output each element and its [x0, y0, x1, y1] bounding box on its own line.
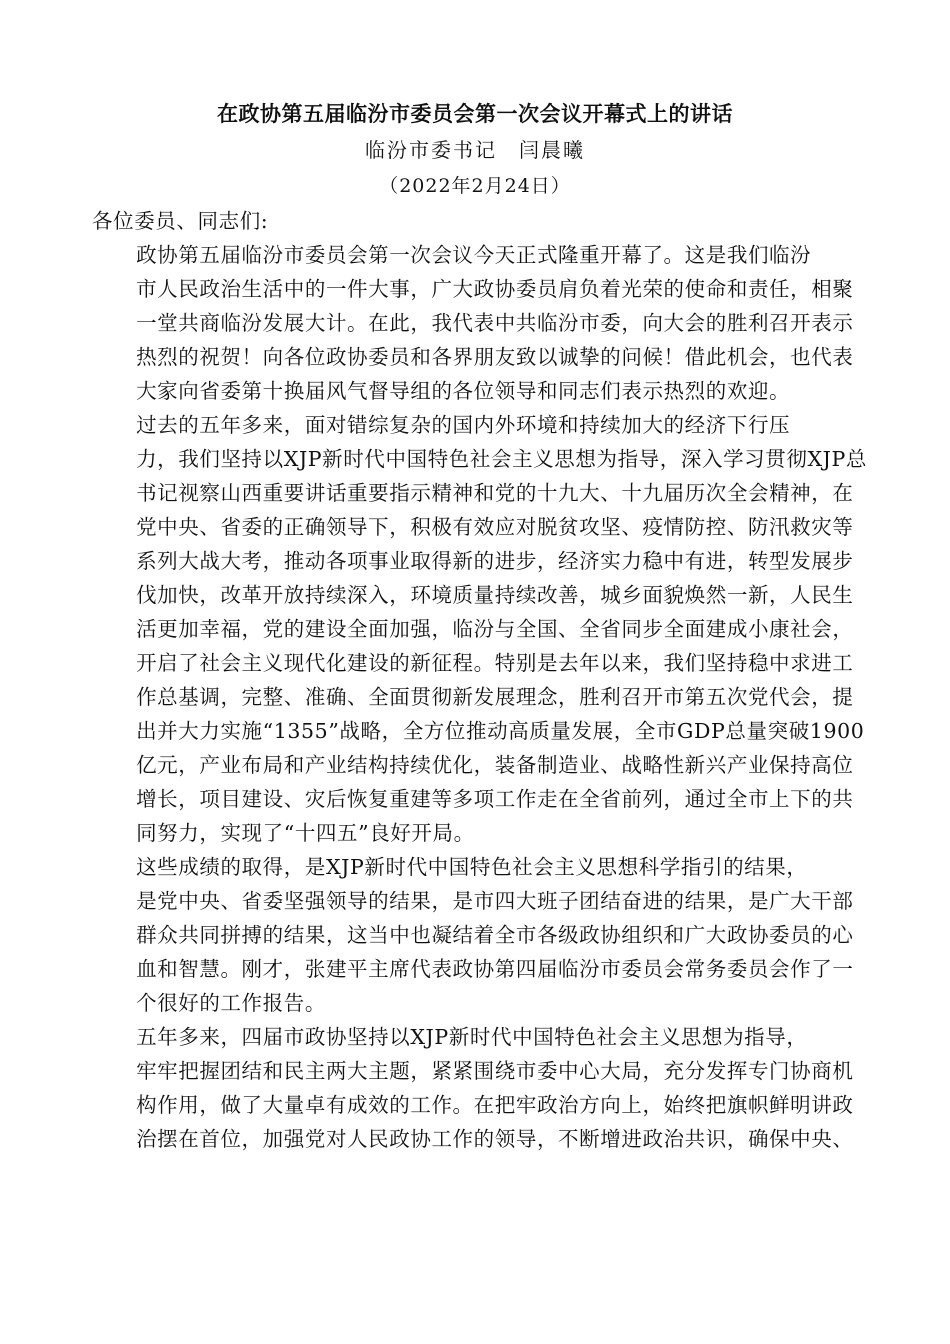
paragraph-4 [92, 1020, 862, 1156]
text-line: 党中央、省委的正确领导下，积极有效应对脱贫攻坚、疫情防控、防汛救灾等 [136, 515, 854, 539]
text-line: 亿元，产业布局和产业结构持续优化，装备制造业、战略性新兴产业保持高位 [136, 753, 854, 777]
document-title: 在政协第五届临汾市委员会第一次会议开幕式上的讲话 [217, 101, 733, 126]
text-line: 伐加快，改革开放持续深入，环境质量持续改善，城乡面貌焕然一新，人民生 [136, 583, 854, 607]
salutation: 各位委员、同志们: [92, 209, 269, 233]
paragraph-1 [92, 238, 862, 408]
text-line: 政协第五届临汾市委员会第一次会议今天正式隆重开幕了。这是我们临汾 [136, 243, 812, 267]
text-line: 牢牢把握团结和民主两大主题，紧紧围绕市委中心大局，充分发挥专门协商机 [136, 1059, 854, 1083]
text-line: 开启了社会主义现代化建设的新征程。特别是去年以来，我们坚持稳中求进工 [136, 651, 854, 675]
text-line: 治摆在首位，加强党对人民政协工作的领导，不断增进政治共识，确保中央、 [136, 1127, 854, 1151]
text-line: 活更加幸福，党的建设全面加强，临汾与全国、全省同步全面建成小康社会， [136, 617, 854, 641]
text-line: 五年多来，四届市政协坚持以XJP新时代中国特色社会主义思想为指导， [136, 1025, 808, 1049]
paragraph-3 [92, 850, 862, 1020]
text-line: 过去的五年多来，面对错综复杂的国内外环境和持续加大的经济下行压 [136, 413, 791, 437]
text-line: 书记视察山西重要讲话重要指示精神和党的十九大、十九届历次全会精神，在 [136, 481, 854, 505]
text-line: 大家向省委第十换届风气督导组的各位领导和同志们表示热烈的欢迎。 [136, 379, 791, 403]
text-line: 增长，项目建设、灾后恢复重建等多项工作走在全省前列，通过全市上下的共 [136, 787, 854, 811]
text-line: 热烈的祝贺！向各位政协委员和各界朋友致以诚挚的问候！借此机会，也代表 [136, 345, 854, 369]
document-author: 临汾市委书记 闫晨曦 [365, 138, 585, 162]
text-line: 构作用，做了大量卓有成效的工作。在把牢政治方向上，始终把旗帜鲜明讲政 [136, 1093, 854, 1117]
paragraph-2 [92, 408, 867, 850]
text-line: 同努力，实现了“十四五”良好开局。 [136, 821, 475, 845]
text-line: 是党中央、省委坚强领导的结果，是市四大班子团结奋进的结果，是广大干部 [136, 889, 854, 913]
text-line: 个很好的工作报告。 [136, 991, 326, 1015]
text-line: 系列大战大考，推动各项事业取得新的进步，经济实力稳中有进，转型发展步 [136, 549, 854, 573]
text-line: 市人民政治生活中的一件大事，广大政协委员肩负着光荣的使命和责任，相聚 [136, 277, 854, 301]
text-line: 出并大力实施“1355”战略，全方位推动高质量发展，全市GDP总量突破1900 [136, 719, 865, 743]
document-date: （2022年2月24日） [379, 175, 571, 197]
text-line: 血和智慧。刚才，张建平主席代表政协第四届临汾市委员会常务委员会作了一 [136, 957, 854, 981]
text-line: 作总基调，完整、准确、全面贯彻新发展理念，胜利召开市第五次党代会，提 [136, 685, 854, 709]
text-line: 这些成绩的取得，是XJP新时代中国特色社会主义思想科学指引的结果， [136, 855, 808, 879]
text-line: 群众共同拼搏的结果，这当中也凝结着全市各级政协组织和广大政协委员的心 [136, 923, 854, 947]
text-line: 一堂共商临汾发展大计。在此，我代表中共临汾市委，向大会的胜利召开表示 [136, 311, 854, 335]
text-line: 力，我们坚持以XJP新时代中国特色社会主义思想为指导，深入学习贯彻XJP总 [136, 447, 867, 471]
document-body [92, 204, 867, 1156]
